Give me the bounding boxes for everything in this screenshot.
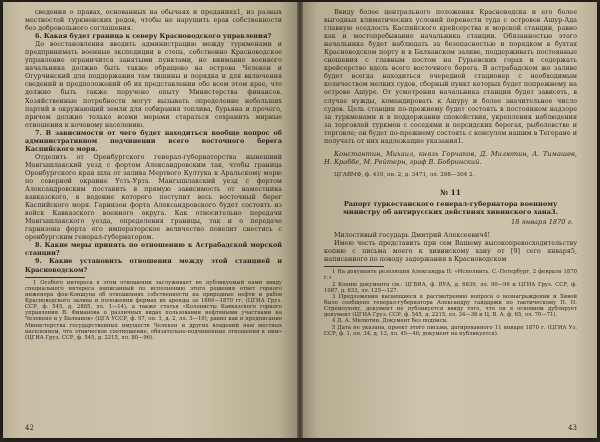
- paragraph: Милостивый государь Дмитрий Алексеевич4!: [334, 231, 491, 240]
- paragraph: сведения о правах, основанных на обычаях и преданиях1, из разных местностей туркменских родов, чтобы не нарушить ерав собственности без добровольного соглашения.: [25, 8, 282, 33]
- section-question: 9. Какие установить отношения между этой станцией и Красноводском?: [25, 257, 282, 274]
- signatories: Константин, Михаил, князь Горчаков, Д. Милютин, А. Тимашев, Н. Краббе, М. Рейтерн, граф В. Бобринский.: [324, 149, 577, 167]
- left-page: [3, 2, 300, 438]
- footnote-separator: [25, 277, 85, 278]
- paragraph: Имею честь представить при сем Вашему высокопревосходительству копию с письма моего к хивинскому хану от [9] сего января5, написанного по поводу задержания в Красноводском: [324, 239, 577, 264]
- footnote: 5 Дата не указана, проект этого письма, датированного 11 января 1870 г. (ЦГИА Уз. ССР, ф. 1, оп. 34, д. 13, лл. 45—46; документ не публикуется).: [324, 324, 577, 337]
- page-number-left: 42: [25, 424, 34, 432]
- footnote-separator: [324, 266, 384, 267]
- document-title: Рапорт туркестанского генерал-губернатора военному министру об антирусских действиях хивинского хана3.: [343, 199, 558, 216]
- book-gutter: [297, 2, 303, 438]
- right-page-body: [324, 8, 577, 145]
- footnote: 2 Копию документа см.: ЦГВИА, ф. ВУА, д. 6839, лл. 90—96 и ЦГИА Груз. ССР, ф. 1087, д. 633, лл. 125—127.: [324, 281, 577, 294]
- page-number-right: 43: [568, 424, 577, 432]
- paragraph: Отделить от Оренбургского генерал-губернаторства нынешний Мангышлакский уезд с фортом Александровским так, чтобы граница Оренбургского края шла от залива Мертвого Култука к Аральскому морю по северной окраине Усть-Урта. Мангышлакский уезд с фортом Александровским поставить в прямую зависимость от наместника кавказского, в ведение которого поступит весь восточный берег Каспийского моря. Гарнизон форта Александровского будет состоять из войск Кавказского военного округа. Как относительно передачи Мангышлакского уезда, определения границы, так и о передаче гарнизона форта его императорское величество повелит снестись с оренбургским генерал-губернатором.: [25, 152, 282, 242]
- footnote: 1 На документе резолюция Александра II: «Исполнить. С.-Петербург, 2 февраля 1870 г.»: [324, 269, 577, 282]
- archive-reference: ЦГАВМФ, ф. 410, оп. 2, д. 3471, лл. 298—304 2.: [334, 171, 475, 178]
- left-page-body: [25, 8, 282, 274]
- section-question: 7. В зависимости от чего будет находиться вообще вопрос об административном подчинении всего восточного берега Каспийского моря.: [25, 128, 282, 153]
- document-number: № 11: [440, 187, 461, 197]
- section-question: 8. Какие меры принять по отношению к Астрабадской морской станции?: [25, 241, 282, 258]
- right-page: [300, 2, 597, 438]
- document-date: 18 января 1870 г.: [511, 218, 573, 227]
- paragraph: До восстановления вводить администрацию между туркменами и предпринимать военные экспедиции в степь, собственно Красноводское управление ограничится занятыми пунктами, но внимание военного начальника должно быть также обращено на острова Челекен и Огурчинский для поддержания там тишины и порядка и для включения сведений и предположений об их представлении обо всем этом крае, что должно быть также поручено опыту Министерства финансов. Хозяйственные потребности могут вызывать определение небольших партий в окружающий земли для собирания топлива, бурьяна и прочего, причем должно только всеми мерами стараться сохранить мирные отношения к кочевому населению.: [25, 40, 282, 129]
- right-footnotes: [324, 269, 577, 337]
- left-footnote: 1 Особого интереса в этом отношении заслуживает не публикуемый нами ввиду специального интереса написанный по исполнению этого решения ответ горного инженера фон-Коншуна об отношениях собственности на природные нефти и рабов Красноводского залива и положении фермах их аренды за 1869—1870 гг. (ЦГИА Груз. ССР, ф. 545, д. 2885, лл. 1—14), а также статья «Колонисты Кавказского горного управления В. Фиманова о различных видах пользовании нефтяными участками на Челекене и у Балханов» (ЦГА УССР, ф. 97, оп. 1, д. 2, лл. 3—10), равно как и предписание Министерства государственных имуществ Челекен и других владений нам местных населением, что этническое соотношение, обязательно-подчиненные отношения к ним» (ЦГИА Груз. ССР, ф. 545, д. 2215, лл. 80—96).: [25, 279, 282, 341]
- footnote: 4 Д. А. Милютин. Документ без подписи.: [332, 318, 448, 325]
- footnote: 3 Предложения касающиеся к рассмотрению вопроса о вознаграждении и Хивой было сообщено генерал-губернатора Александру гайдаржи по тактическому П. Н. Стремоухову, документ не публикуется ввиду того, что он в основном дублирует документ (ЦГИА Груз. ССР, ф. 545, д. 2215, лл. 34—36 и Ц. В. А. ф. 65, лл. 70—71).: [324, 293, 577, 319]
- paragraph: Ввиду более центрального положения Красноводска и его более выгодных климатических условий перенести туда с островов Ашур-Ада главную оседлость Каспийского крейсерства и морской станции, равно как и местопребывание начальника станции. Обязанностью этого начальника будет наблюдать за безопасностью и порядком в бухтах Красноводском порту и в Балханском заливе, поддерживать постоянные сношения с главным постом на Гурьевских горах и содержать крейсерство вдоль всего восточного берега. В астрабадском же заливе будет всегда находиться очередной стационер с необходимым количеством мелких судов, сборный пункт которых будет попрежнему на острове Ашуре. От усмотрения начальника станции будет зависеть, в случае нужды, командировать к Ашуру и более значительное число судов. Цель станции по-прежнему будет состоять в постоянном надзоре за туркменами и в поддержании спокойствия, укрепления наблюдения за торговлей туркмен с соседями и персидских берегах, рыболовстве и торговле; он будет по-прежнему состоять с консулом нашим в Тегеране и получать от них надлежащие указания1.: [324, 8, 577, 145]
- section-question: 6. Какая будет граница к северу Красноводского управления?: [35, 32, 272, 41]
- book-spread: [3, 2, 597, 438]
- letter-body: [324, 231, 577, 263]
